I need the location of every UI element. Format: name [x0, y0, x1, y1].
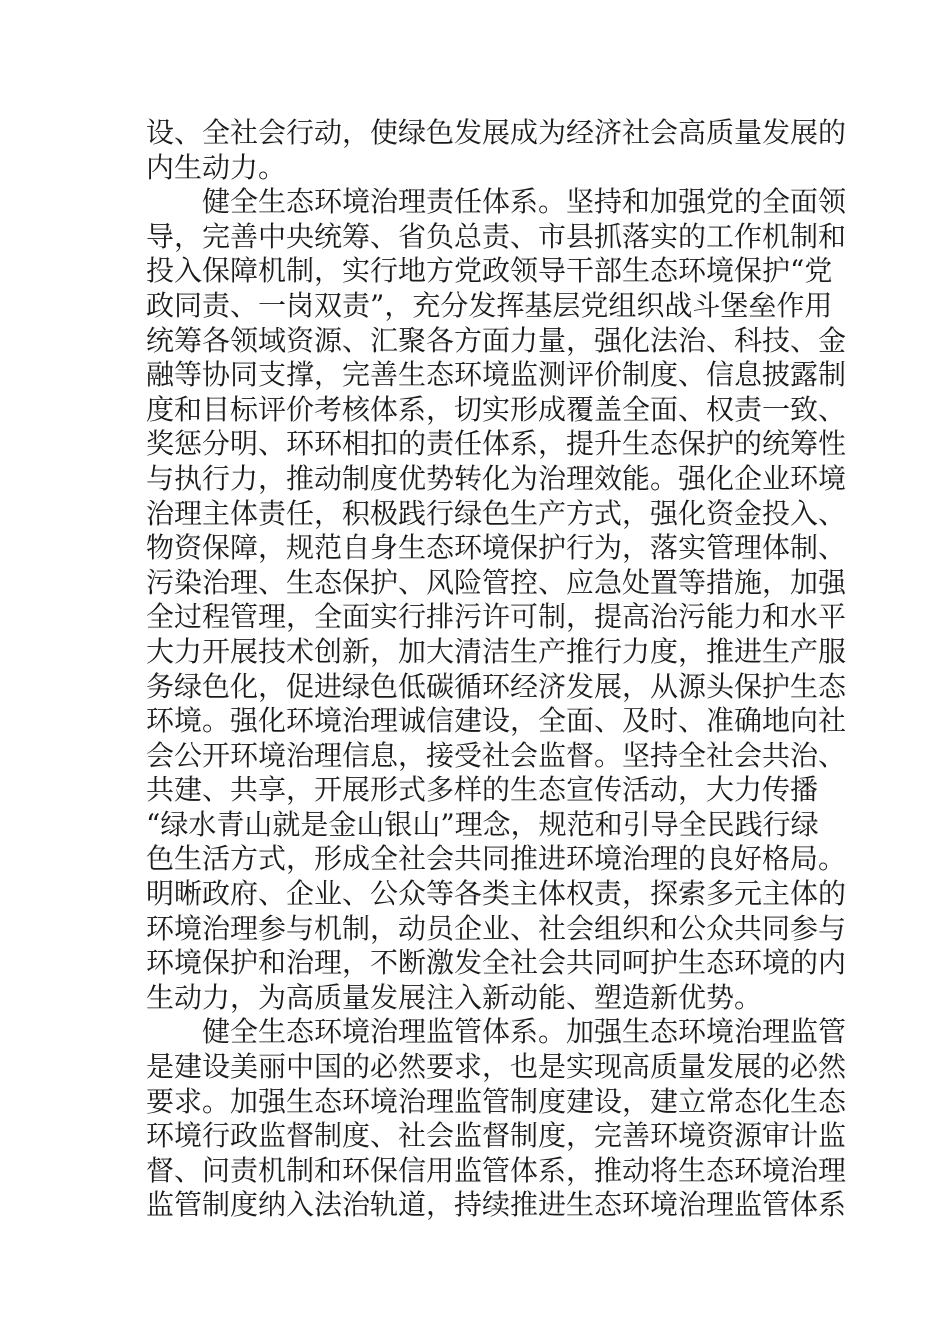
text-line: 奖惩分明、环环相扣的责任体系，提升生态保护的统筹性	[146, 427, 847, 461]
text-line: 色生活方式，形成全社会共同推进环境治理的良好格局。	[146, 842, 847, 876]
text-line: 大力开展技术创新，加大清洁生产推行力度，推进生产服	[146, 634, 847, 668]
text-line: 政同责、一岗双责”，充分发挥基层党组织战斗堡垒作用	[146, 288, 833, 322]
text-line: 投入保障机制，实行地方党政领导干部生态环境保护“党	[146, 254, 833, 288]
text-line: 污染治理、生态保护、风险管控、应急处置等措施，加强	[146, 565, 847, 599]
text-line: 与执行力，推动制度优势转化为治理效能。强化企业环境	[146, 461, 847, 495]
text-line: 生动力，为高质量发展注入新动能、塑造新优势。	[146, 980, 763, 1014]
text-line: 环境。强化环境治理诚信建设，全面、及时、准确地向社	[146, 704, 847, 738]
text-line: 环境保护和治理，不断激发全社会共同呵护生态环境的内	[146, 946, 847, 980]
text-line: 会公开环境治理信息，接受社会监督。坚持全社会共治、	[146, 738, 847, 772]
text-line: 治理主体责任，积极践行绿色生产方式，强化资金投入、	[146, 496, 847, 530]
text-line: 要求。加强生态环境治理监管制度建设，建立常态化生态	[146, 1084, 847, 1118]
text-line: 是建设美丽中国的必然要求，也是实现高质量发展的必然	[146, 1050, 847, 1084]
text-line: 督、问责机制和环保信用监管体系，推动将生态环境治理	[146, 1153, 847, 1187]
text-line: 全过程管理，全面实行排污许可制，提高治污能力和水平	[146, 600, 847, 634]
text-line: 设、全社会行动，使绿色发展成为经济社会高质量发展的	[146, 116, 847, 149]
text-line: “绿水青山就是金山银山”理念，规范和引导全民践行绿	[146, 807, 819, 841]
text-line: 导，完善中央统筹、省负总责、市县抓落实的工作机制和	[146, 219, 847, 253]
text-line: 环境行政监督制度、社会监督制度，完善环境资源审计监	[146, 1119, 847, 1153]
text-line: 统筹各领域资源、汇聚各方面力量，强化法治、科技、金	[146, 323, 847, 357]
text-line: 监管制度纳入法治轨道，持续推进生态环境治理监管体系	[146, 1188, 847, 1222]
text-line: 物资保障，规范自身生态环境保护行为，落实管理体制、	[146, 531, 847, 565]
text-line: 明晰政府、企业、公众等各类主体权责，探索多元主体的	[146, 877, 847, 911]
text-line: 内生动力。	[146, 150, 287, 184]
text-line: 务绿色化，促进绿色低碳循环经济发展，从源头保护生态	[146, 669, 847, 703]
paragraph-start-line: 健全生态环境治理监管体系。加强生态环境治理监管	[202, 1015, 847, 1049]
text-line: 融等协同支撑，完善生态环境监测评价制度、信息披露制	[146, 358, 847, 392]
text-line: 环境治理参与机制，动员企业、社会组织和公众共同参与	[146, 911, 847, 945]
paragraph-start-line: 健全生态环境治理责任体系。坚持和加强党的全面领	[202, 185, 847, 219]
text-line: 共建、共享，开展形式多样的生态宣传活动，大力传播	[146, 773, 819, 807]
text-line: 度和目标评价考核体系，切实形成覆盖全面、权责一致、	[146, 392, 847, 426]
document-body	[146, 116, 847, 1223]
